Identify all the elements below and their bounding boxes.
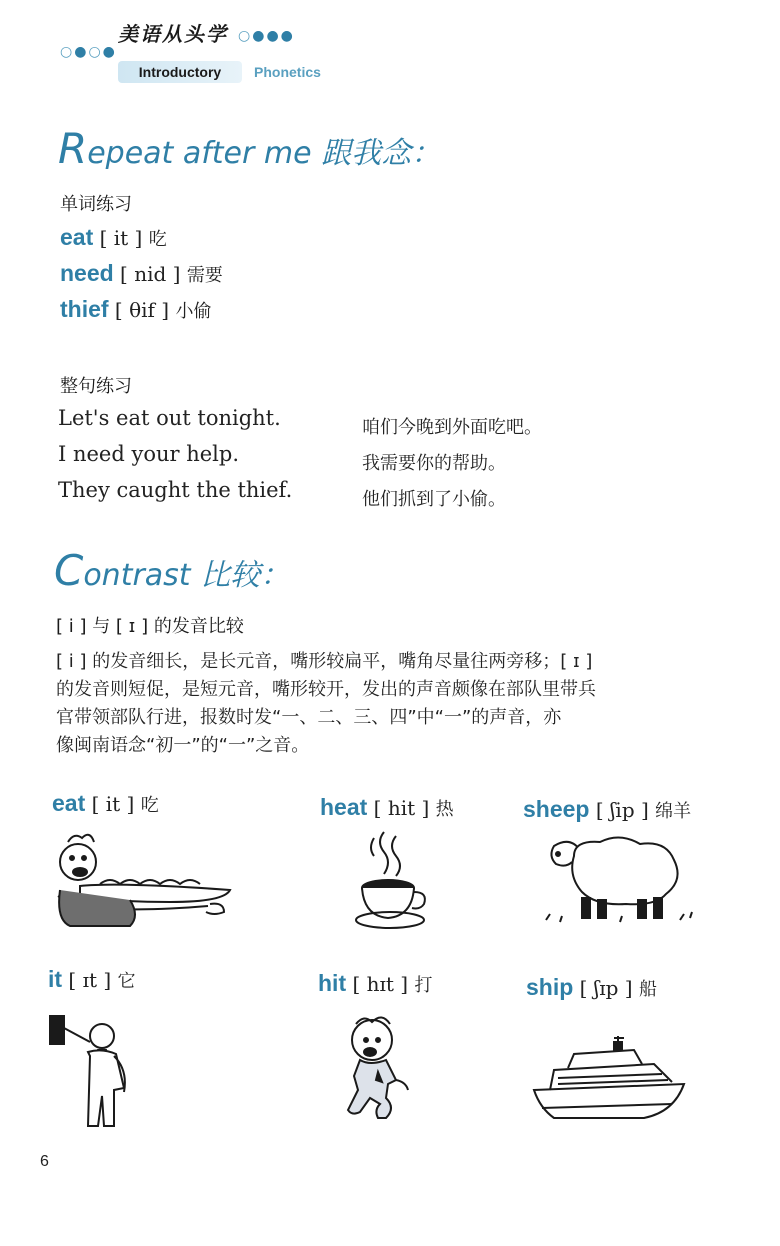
word-cn: 需要 (186, 265, 223, 286)
item-word: hit (318, 970, 347, 996)
item-word: heat (320, 794, 368, 820)
sentence-en: They caught the thief. (58, 478, 293, 502)
contrast-item-it (48, 966, 136, 993)
item-word: sheep (523, 796, 590, 822)
header-tab-label: Introductory (138, 64, 222, 80)
word-ipa: [ nid ] (120, 262, 181, 286)
header-dots-left: ○●○● (60, 44, 117, 60)
sentence-en: I need your help. (58, 442, 240, 466)
word-line (60, 260, 223, 287)
word-term: thief (60, 296, 109, 322)
ship-illustration (528, 1034, 694, 1130)
header-dots-right: ○●●● (238, 28, 295, 44)
contrast-heading-cap: C (54, 546, 84, 595)
word-cn: 吃 (148, 229, 167, 250)
eating-man-illustration (40, 826, 240, 936)
item-ipa: [ ʃip ] (595, 798, 649, 822)
item-cn: 绵羊 (655, 801, 692, 822)
item-word: ship (526, 974, 574, 1000)
item-word: eat (52, 790, 86, 816)
contrast-item-eat (52, 790, 159, 817)
header-subtitle: Phonetics (254, 64, 321, 80)
sentence-en: Let's eat out tonight. (58, 406, 281, 430)
header-tab (118, 61, 242, 83)
sentences-label: 整句练习 (60, 376, 132, 397)
item-cn: 打 (414, 975, 433, 996)
item-ipa: [ ʃɪp ] (579, 976, 633, 1000)
repeat-heading-cap: R (58, 124, 88, 173)
paragraph-line: 官带领部队行进，报数时发“一、二、三、四”中“一”的声音，亦 (56, 707, 562, 728)
contrast-item-heat (320, 794, 454, 821)
hot-cup-illustration (348, 826, 438, 932)
contrast-subtitle: [ i ] 与 [ ɪ ] 的发音比较 (56, 616, 244, 637)
hit-man-illustration (326, 1014, 426, 1138)
contrast-item-sheep (523, 796, 691, 823)
sentence-cn: 咱们今晚到外面吃吧。 (362, 417, 542, 438)
word-term: eat (60, 224, 94, 250)
paragraph-line: 的发音则短促，是短元音，嘴形较开，发出的声音颇像在部队里带兵 (56, 679, 596, 700)
item-cn: 吃 (140, 795, 159, 816)
contrast-item-ship (526, 974, 657, 1001)
sentence-cn: 我需要你的帮助。 (362, 453, 506, 474)
item-ipa: [ hɪt ] (352, 972, 409, 996)
word-cn: 小偷 (175, 301, 212, 322)
pointing-man-illustration (44, 1010, 144, 1132)
paragraph-line: 像闽南语念“初一”的“一”之音。 (56, 735, 310, 756)
word-line (60, 224, 167, 251)
word-line (60, 296, 211, 323)
sentence-cn: 他们抓到了小偷。 (362, 489, 506, 510)
paragraph-line: [ i ] 的发音细长，是长元音，嘴形较扁平，嘴角尽量往两旁移；[ ɪ ] (56, 651, 593, 672)
item-ipa: [ hit ] (373, 796, 430, 820)
contrast-item-hit (318, 970, 432, 997)
contrast-heading (54, 546, 290, 595)
sheep-illustration (540, 830, 700, 930)
word-ipa: [ it ] (99, 226, 143, 250)
item-ipa: [ it ] (91, 792, 135, 816)
repeat-heading (58, 124, 441, 173)
item-ipa: [ ɪt ] (68, 968, 112, 992)
item-cn: 热 (435, 799, 454, 820)
words-label: 单词练习 (60, 194, 132, 215)
series-title: 美语从头学 (118, 22, 228, 46)
page-number: 6 (40, 1153, 49, 1170)
repeat-heading-rest: epeat after me 跟我念： (87, 136, 442, 171)
word-ipa: [ θif ] (114, 298, 170, 322)
item-cn: 船 (638, 979, 657, 1000)
word-term: need (60, 260, 114, 286)
item-cn: 它 (117, 971, 136, 992)
item-word: it (48, 966, 63, 992)
contrast-heading-rest: ontrast 比较： (83, 558, 291, 593)
contrast-paragraph (56, 648, 734, 760)
